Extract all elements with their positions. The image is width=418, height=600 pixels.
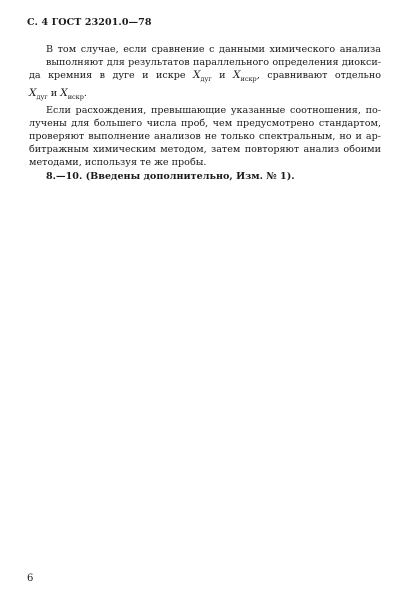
var-x-arc: X [193, 69, 201, 82]
p1-line-2: выполняют для результатов параллельного определения диокси- [46, 57, 381, 69]
p1-line-4-end: . [83, 87, 87, 99]
paragraph-comparison [29, 43, 381, 104]
sub-arc: дуг [200, 75, 212, 84]
p2-line-1: Если расхождения, превышающие указанные соотношения, по- [46, 104, 381, 116]
p2-line-4: битражным химическим методом, затем повторяют анализ обоими [29, 144, 381, 156]
body-text [29, 43, 381, 183]
page-number: 6 [27, 573, 34, 584]
sub-spark: искр [240, 75, 257, 84]
paragraph-discrepancy [29, 104, 381, 170]
p1-line-3-end: , сравнивают отдельно [256, 70, 381, 82]
conj-and: и [211, 70, 234, 82]
var-x-spark: X [233, 69, 241, 82]
sub-spark-2: искр [67, 92, 84, 101]
p2-line-3: проверяют выполнение анализов не только спектральным, но и ар- [29, 131, 381, 143]
p1-line-3 [29, 69, 381, 86]
var-x-arc-2: X [29, 86, 37, 99]
conj-and-2: и [47, 87, 61, 99]
p2-line-2: лучены для большего числа проб, чем предусмотрено стандартом, [29, 117, 381, 129]
paragraph-amendment [29, 170, 381, 183]
p1-line-4 [29, 87, 381, 104]
p3-line-1: 8.—10. (Введены дополнительно, Изм. № 1). [46, 170, 295, 182]
p1-line-3-start: да кремния в дуге и искре [29, 70, 194, 82]
p1-line-1: В том случае, если сравнение с данными химического анализа [46, 44, 381, 55]
p2-line-5: методами, используя те же пробы. [29, 157, 207, 169]
page-header: С. 4 ГОСТ 23201.0—78 [27, 17, 152, 28]
var-x-spark-2: X [60, 86, 68, 99]
sub-arc-2: дуг [36, 92, 48, 101]
